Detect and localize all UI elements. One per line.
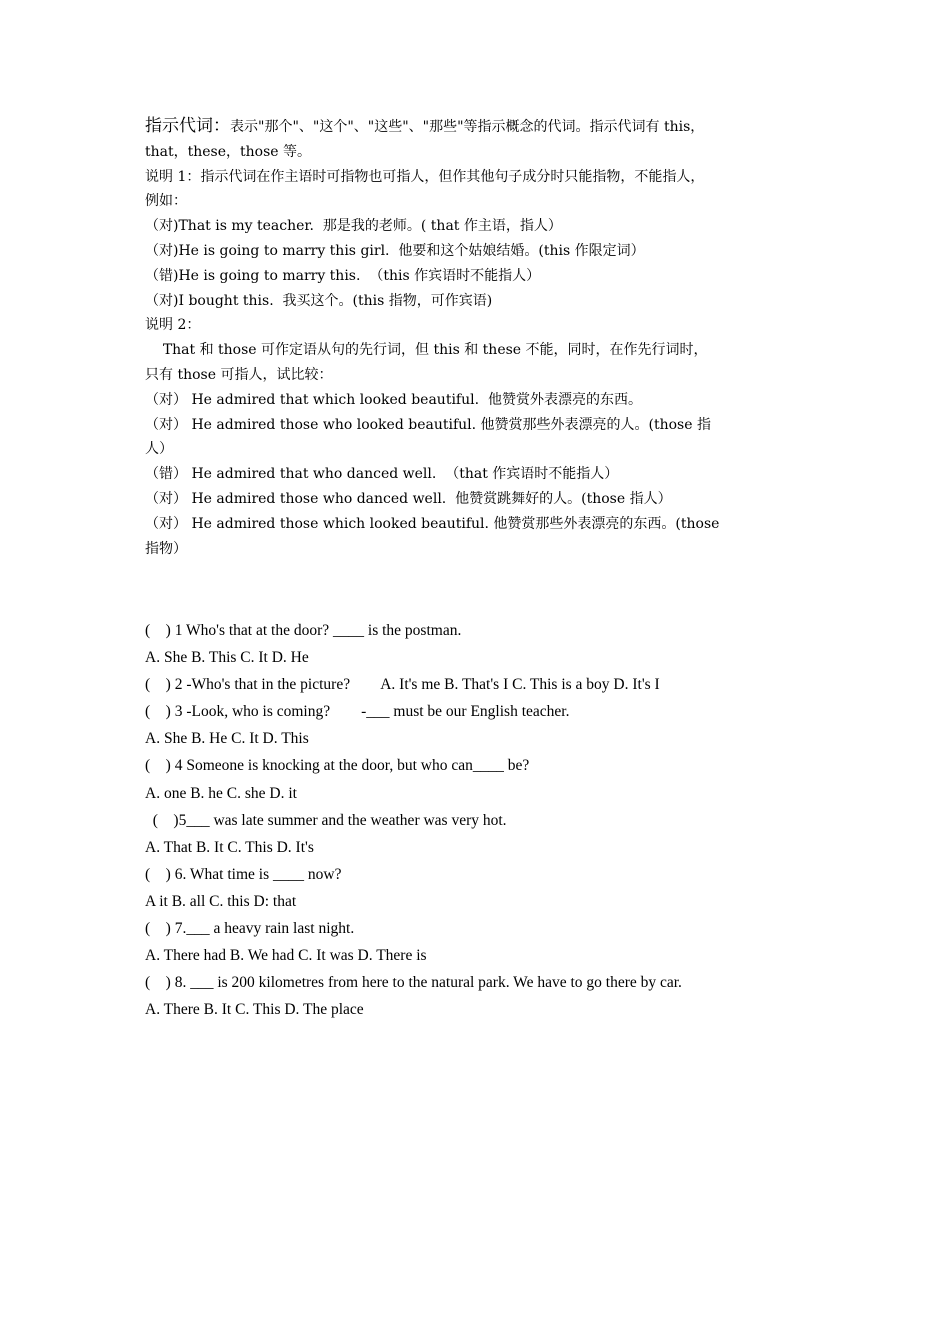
notes-line: that，these，those 等。 [145, 143, 312, 160]
notes-example: （对） He admired those which looked beautiful. 他赞赏那些外表漂亮的东西。(those [145, 515, 720, 532]
answer-options: A. one B. he C. she D. it [145, 784, 297, 802]
notes-example: （错)He is going to marry this. （this 作宾语时不能指人） [145, 267, 541, 284]
notes-example: （对)I bought this. 我买这个。(this 指物，可作宾语) [145, 292, 493, 309]
question-line: ( ) 7.___ a heavy rain last night. [145, 920, 355, 938]
answer-options: A. There B. It C. This D. The place [145, 1001, 364, 1019]
notes-example: 指物） [145, 540, 187, 557]
answer-options: A. She B. He C. It D. This [145, 730, 309, 748]
question-line: ( ) 8. ___ is 200 kilometres from here to the natural park. We have to go there by car. [145, 974, 682, 992]
question-line: ( ) 6. What time is ____ now? [145, 865, 342, 883]
answer-options: A. That B. It C. This D. It's [145, 838, 314, 856]
notes-line: 说明 1：指示代词在作主语时可指物也可指人，但作其他句子成分时只能指物，不能指人， [145, 168, 705, 185]
notes-example: 人） [145, 441, 173, 458]
notes-heading: 指示代词： [145, 116, 230, 136]
answer-options: A. She B. This C. It D. He [145, 649, 309, 667]
question-line: ( ) 2 -Who's that in the picture? A. It's me B. That's I C. This is a boy D. It's I [145, 676, 660, 694]
notes-example: （对)That is my teacher. 那是我的老师。( that 作主语，指人） [145, 218, 562, 235]
notes-example: （错） He admired that who danced well. （that 作宾语时不能指人） [145, 466, 619, 483]
notes-example: （对） He admired those who looked beautiful. 他赞赏那些外表漂亮的人。(those 指 [145, 416, 711, 433]
notes-example: （对） He admired that which looked beautiful. 他赞赏外表漂亮的东西。 [145, 391, 642, 408]
exercise-section [145, 617, 845, 1023]
question-line: ( )5___ was late summer and the weather was very hot. [145, 811, 507, 829]
question-line: ( ) 1 Who's that at the door? ____ is the postman. [145, 622, 462, 639]
notes-example: （对)He is going to marry this girl. 他要和这个姑娘结婚。(this 作限定词） [145, 242, 645, 259]
notes-line: 说明 2： [145, 317, 201, 334]
answer-options: A. There had B. We had C. It was D. There is [145, 947, 427, 965]
question-line: ( ) 4 Someone is knocking at the door, but who can____ be? [145, 757, 530, 775]
notes-line: 只有 those 可指人，试比较： [145, 366, 333, 383]
grammar-notes [145, 114, 810, 561]
notes-example: （对） He admired those who danced well. 他赞赏跳舞好的人。(those 指人） [145, 490, 672, 507]
notes-line: 例如： [145, 193, 187, 210]
question-line: ( ) 3 -Look, who is coming? -___ must be our English teacher. [145, 703, 570, 721]
notes-line: That 和 those 可作定语从句的先行词，但 this 和 these 不能，同时，在作先行词时， [145, 342, 708, 359]
answer-options: A it B. all C. this D: that [145, 892, 297, 910]
notes-intro: 表示"那个"、"这个"、"这些"、"那些"等指示概念的代词。指示代词有 this， [230, 119, 705, 135]
notes-line [145, 114, 810, 140]
